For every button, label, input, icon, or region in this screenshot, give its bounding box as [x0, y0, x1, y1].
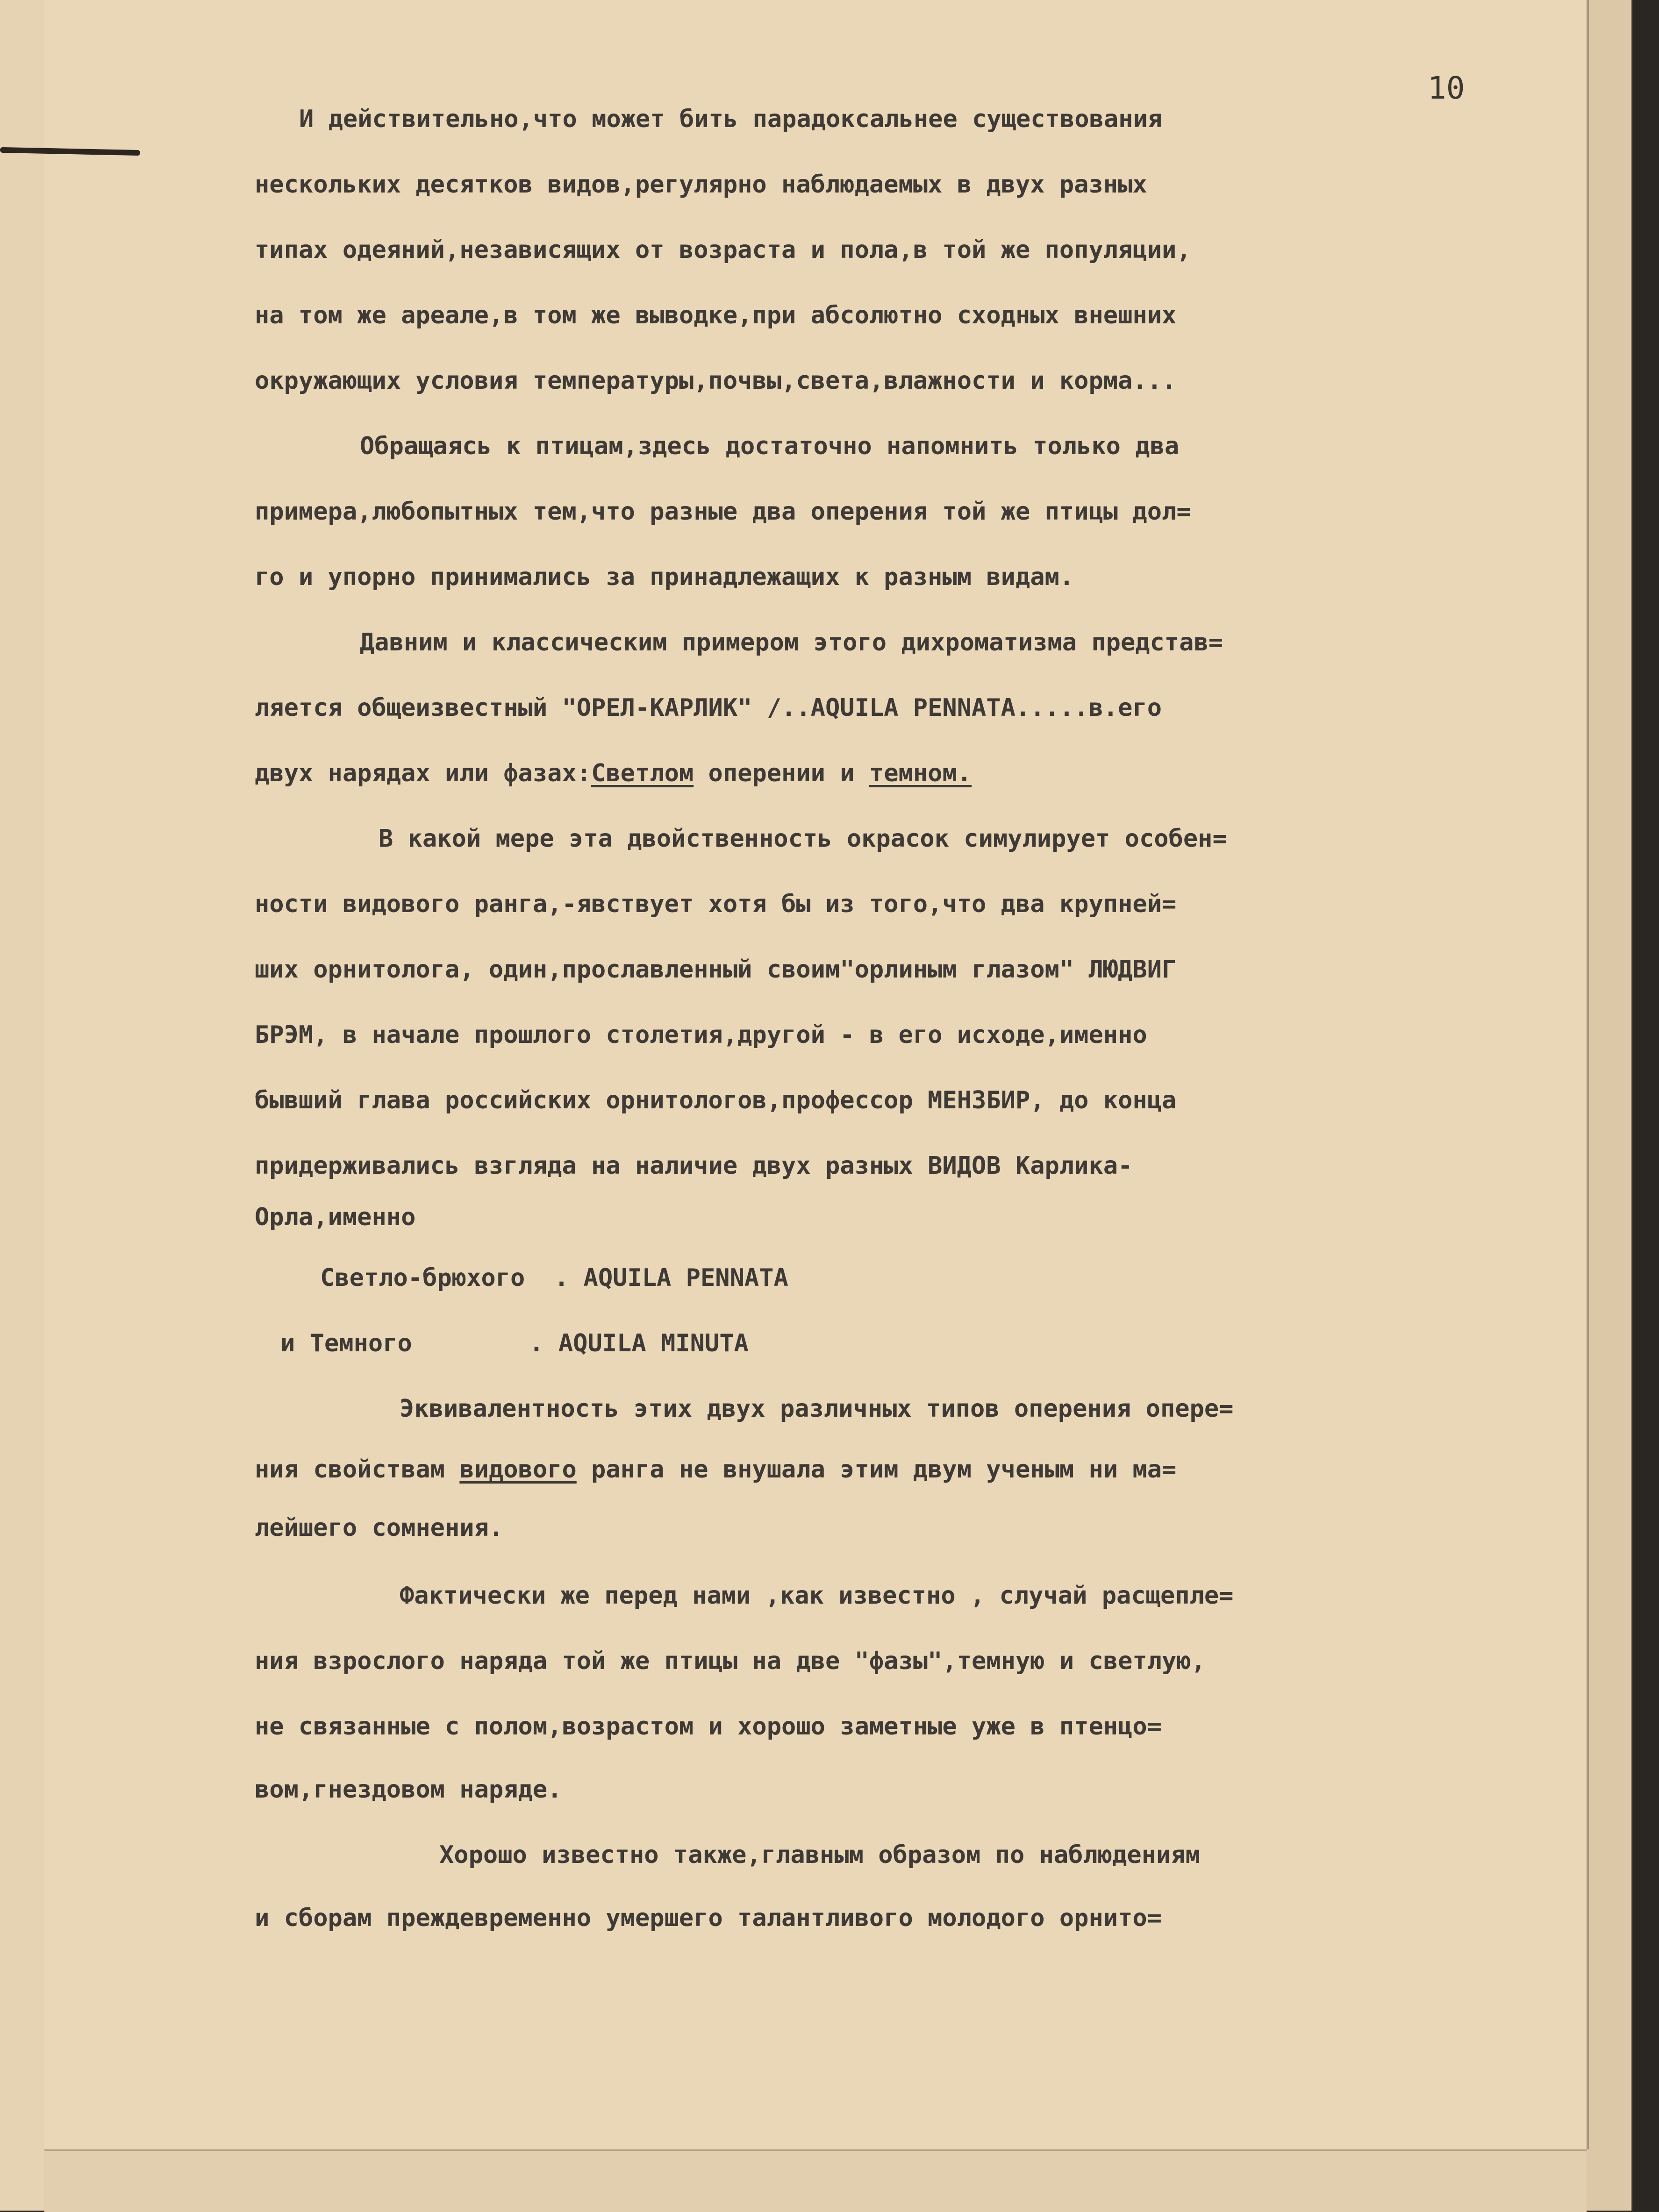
- text-line: ших орнитолога, один,прославленный своим"орлиным глазом" ЛЮДВИГ: [255, 956, 1177, 984]
- text-line: не связанные с полом,возрастом и хорошо заметные уже в птенцо=: [255, 1713, 1162, 1741]
- text-line: лейшего сомнения.: [255, 1514, 504, 1542]
- text-line: типах одеяний,независящих от возраста и пола,в той же популяции,: [255, 236, 1191, 264]
- text-line: Светло-брюхого . AQUILA PENNATA: [320, 1264, 788, 1292]
- text-line: ляется общеизвестный "ОРЕЛ-КАРЛИК" /..AQUILA PENNATA.....в.его: [255, 694, 1162, 722]
- underlined-word: темном.: [869, 759, 972, 787]
- text-line: нескольких десятков видов,регулярно наблюдаемых в двух разных: [255, 171, 1147, 199]
- text-segment: ранга не внушала этим двум ученым ни ма=: [576, 1456, 1177, 1484]
- text-segment: оперении и: [694, 759, 869, 787]
- text-line: Орла,именно: [255, 1203, 416, 1231]
- text-line: ния взрослого наряда той же птицы на две "фазы",темную и светлую,: [255, 1647, 1206, 1675]
- text-line: Фактически же перед нами ,как известно , случай расщепле=: [400, 1582, 1234, 1610]
- text-line: Давним и классическим примером этого дихроматизма представ=: [360, 628, 1223, 656]
- text-line: И действительно,что может бить парадоксальнее существования: [299, 105, 1163, 133]
- underlined-word: видового: [459, 1456, 577, 1484]
- text-line: Эквивалентность этих двух различных типов оперения опере=: [400, 1395, 1234, 1423]
- text-line: В какой мере эта двойственность окрасок симулирует особен=: [379, 825, 1227, 853]
- page-number: 10: [1428, 70, 1465, 106]
- text-line: го и упорно принимались за принадлежащих к разным видам.: [255, 563, 1074, 591]
- text-line: вом,гнездовом наряде.: [255, 1776, 562, 1804]
- text-line: и сборам преждевременно умершего талантливого молодого орнито=: [255, 1904, 1162, 1932]
- text-line: [255, 757, 972, 790]
- text-line: БРЭМ, в начале прошлого столетия,другой - в его исходе,именно: [255, 1021, 1147, 1049]
- text-line: бывший глава российских орнитологов,профессор МЕНЗБИР, до конца: [255, 1086, 1177, 1114]
- text-line: Обращаясь к птицам,здесь достаточно напомнить только два: [360, 432, 1180, 460]
- underlined-word: Светлом: [591, 759, 694, 787]
- text-segment: двух нарядах или фазах:: [255, 759, 592, 787]
- text-line: придерживались взгляда на наличие двух разных ВИДОВ Карлика-: [255, 1152, 1133, 1180]
- text-segment: ния свойствам: [255, 1456, 460, 1484]
- page-bottom-margin: [44, 2149, 1587, 2212]
- text-line: ности видового ранга,-явствует хотя бы из того,что два крупней=: [255, 890, 1177, 918]
- previous-page-edge: [0, 0, 46, 2211]
- text-line: Хорошо известно также,главным образом по наблюдениям: [439, 1841, 1200, 1869]
- text-line: [255, 1453, 1176, 1486]
- text-line: примера,любопытных тем,что разные два оперения той же птицы дол=: [255, 498, 1191, 526]
- text-line: на том же ареале,в том же выводке,при абсолютно сходных внешних: [255, 301, 1177, 329]
- text-line: и Темного . AQUILA MINUTA: [280, 1329, 749, 1357]
- text-line: окружающих условия температуры,почвы,света,влажности и корма...: [255, 367, 1177, 395]
